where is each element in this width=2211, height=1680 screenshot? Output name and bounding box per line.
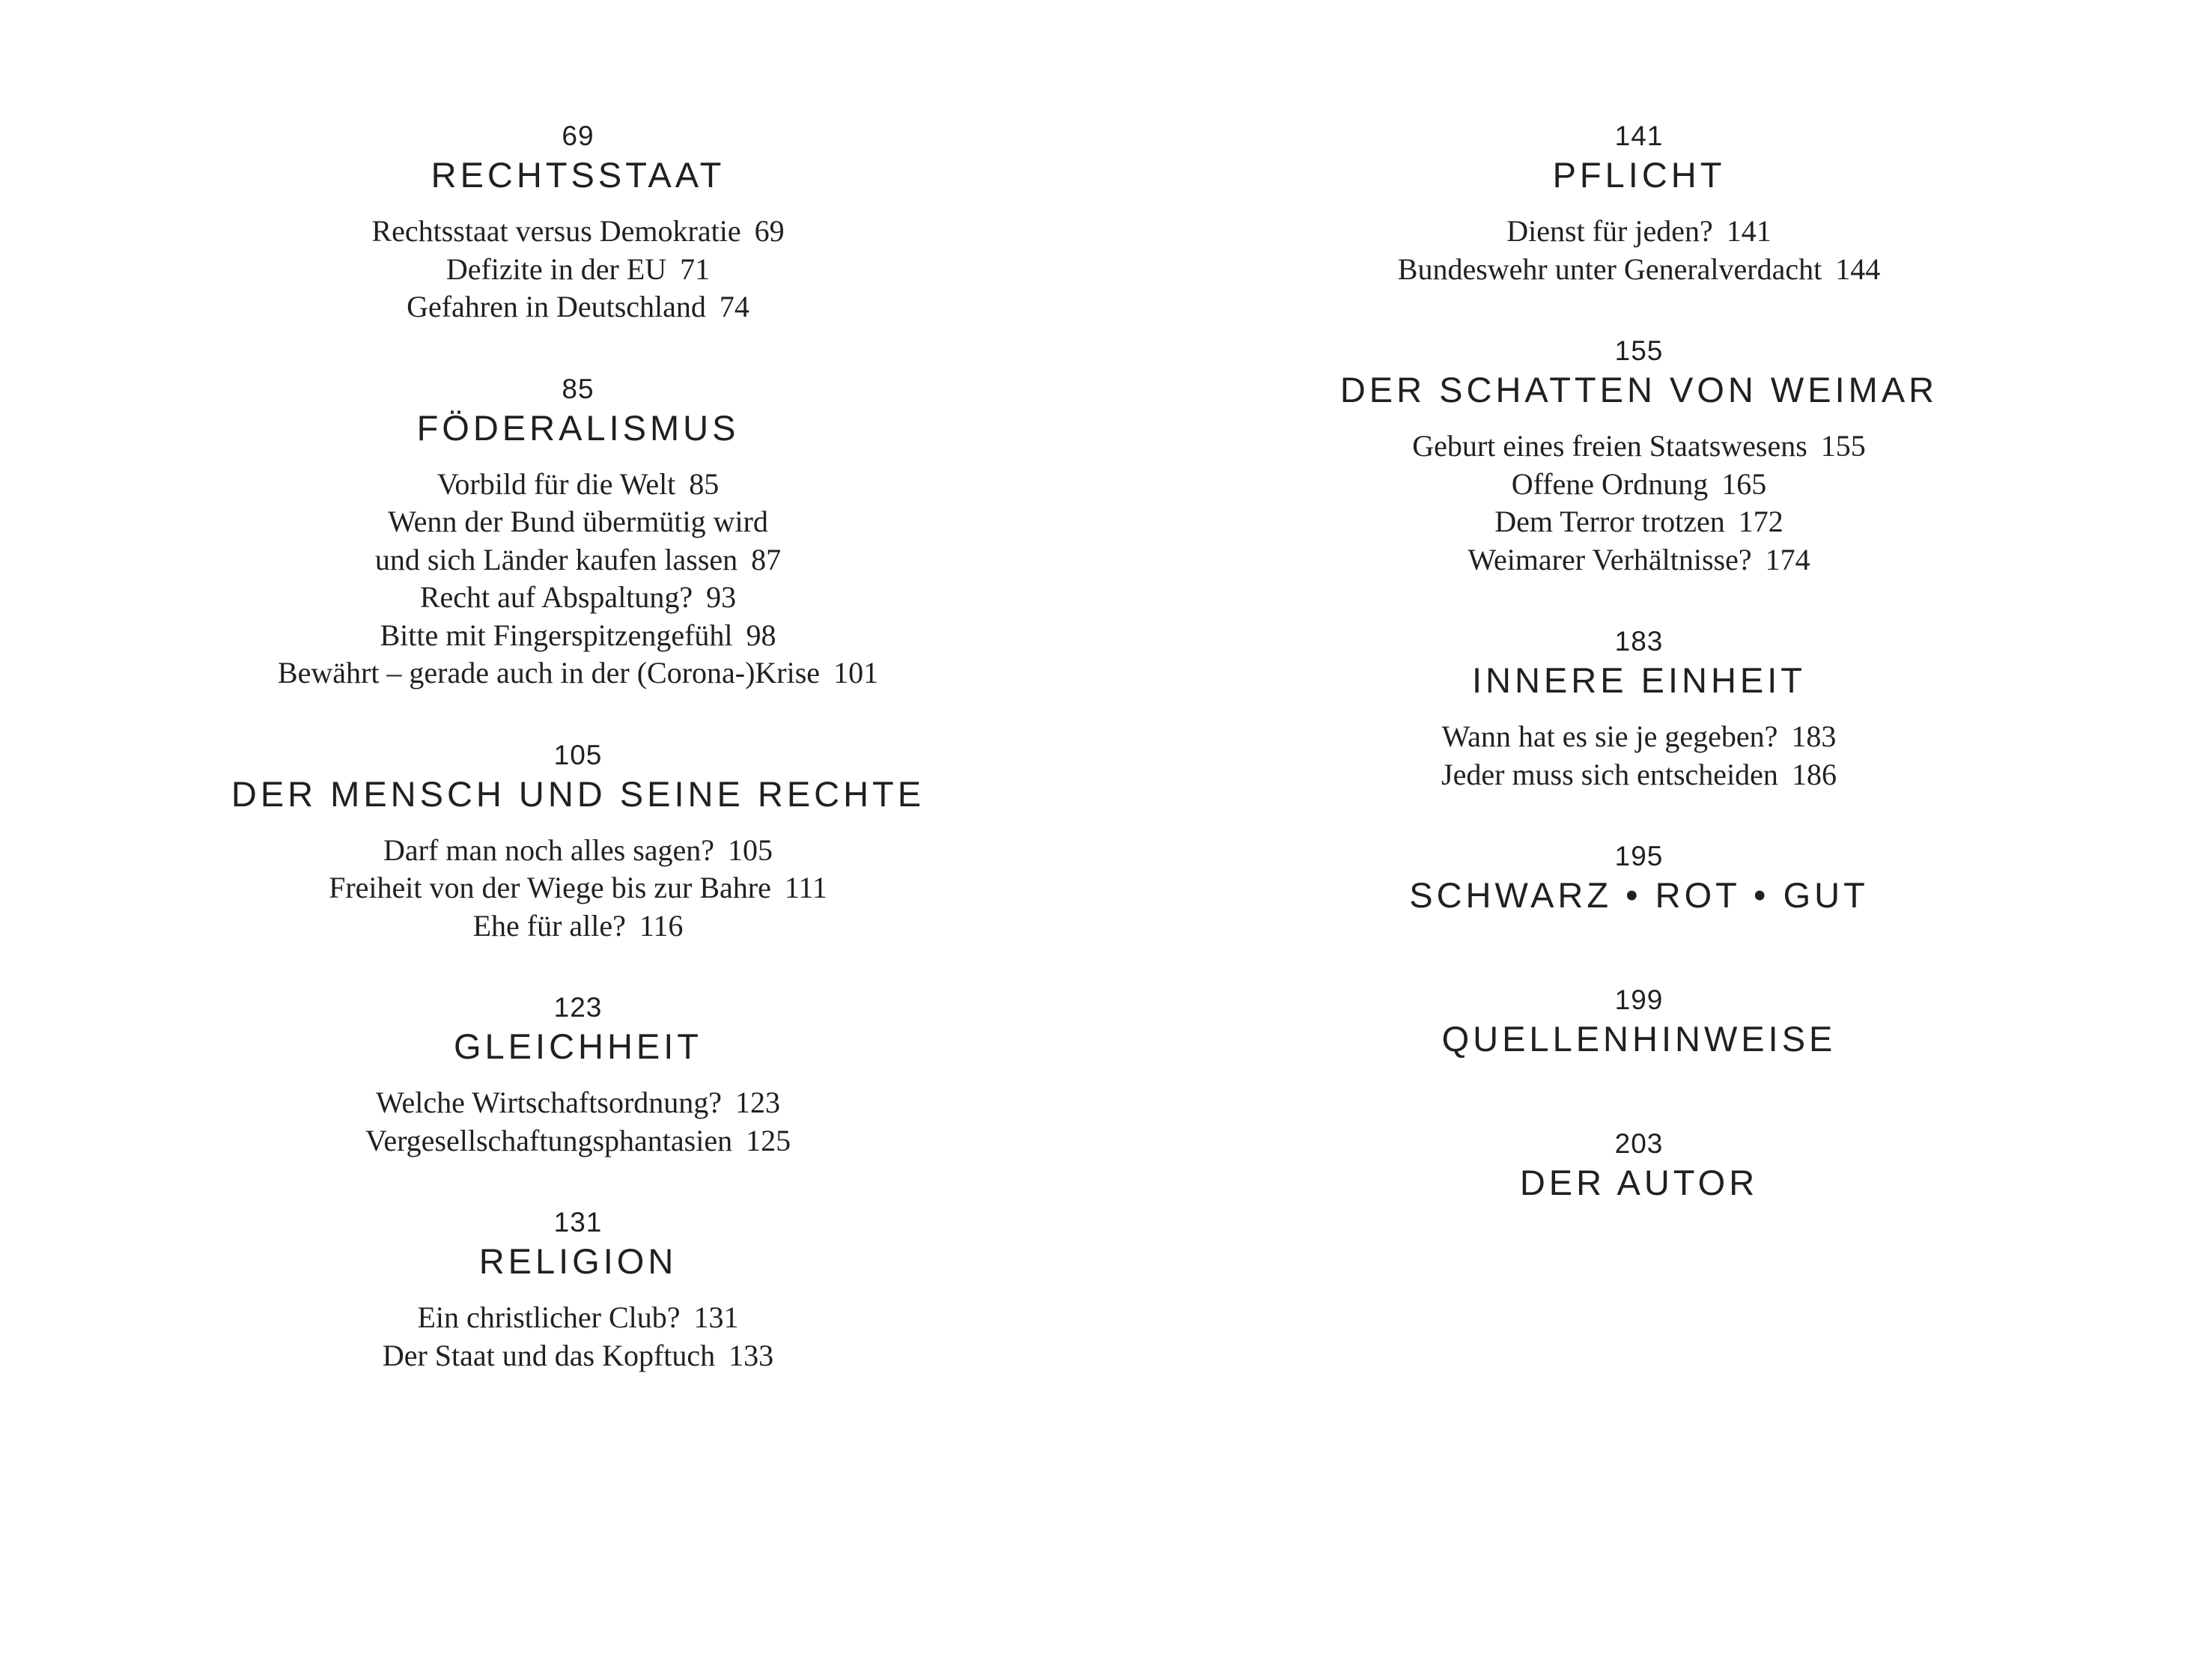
chapter-page-number: 131 [553,1207,603,1238]
right-page [1105,0,2210,1680]
entry-title: Darf man noch alles sagen? [383,833,715,867]
chapter-title: RELIGION [478,1241,678,1281]
toc-column-right [1265,120,2013,1271]
entry-page-number: 144 [1835,252,1881,286]
chapter-title: SCHWARZ • ROT • GUT [1409,875,1869,915]
chapter-page-number: 141 [1614,121,1664,151]
entry-page-number: 165 [1721,466,1767,501]
toc-entry [1265,213,2013,251]
chapter-entries-list [204,1084,952,1160]
chapter-title: GLEICHHEIT [453,1026,703,1066]
chapter-title: RECHTSSTAAT [431,155,726,195]
entry-page-number: 123 [735,1086,781,1119]
toc-chapter [1265,335,2013,579]
toc-chapter [1265,1127,2013,1205]
entry-page-number: 183 [1791,719,1837,753]
entry-title: Welche Wirtschaftsordnung? [375,1086,723,1119]
toc-entry [204,503,952,541]
entry-title: Bewährt – gerade auch in der (Corona-)Krise [277,656,821,690]
entry-title: Dienst für jeden? [1506,214,1713,248]
entry-title: Ein christlicher Club? [417,1300,681,1334]
toc-entry [204,1084,952,1122]
toc-entry [204,1299,952,1337]
entry-title: Freiheit von der Wiege bis zur Bahre [329,871,771,904]
chapter-page-number: 203 [1614,1128,1664,1159]
toc-entry [204,1122,952,1160]
entry-page-number: 71 [680,252,711,286]
chapter-entries-list [204,1299,952,1375]
chapter-title: DER SCHATTEN VON WEIMAR [1339,370,1938,410]
toc-chapter [1265,120,2013,288]
entry-title: Weimarer Verhältnisse? [1468,542,1752,576]
entry-page-number: 87 [751,542,782,576]
toc-entry [1265,503,2013,541]
chapter-title: DER MENSCH UND SEINE RECHTE [231,773,925,814]
chapter-page-number: 155 [1614,335,1664,366]
entry-page-number: 111 [784,871,827,904]
entry-title: Bitte mit Fingerspitzengefühl [380,618,733,652]
toc-entry [1265,541,2013,579]
entry-title: Vorbild für die Welt [437,466,676,501]
toc-chapter [204,373,952,693]
toc-entry [1265,251,2013,289]
toc-chapter [204,739,952,946]
toc-entry [204,251,952,289]
chapter-entries-list [1265,427,2013,579]
chapter-entries-list [204,213,952,326]
toc-entry [1265,427,2013,466]
toc-entry [204,579,952,617]
chapter-title: PFLICHT [1552,155,1726,195]
chapter-page-number: 85 [562,373,594,404]
entry-page-number: 131 [693,1300,739,1334]
entry-title: Gefahren in Deutschland [407,290,706,323]
entry-title: Geburt eines freien Staatswesens [1412,429,1807,463]
chapter-title: QUELLENHINWEISE [1441,1019,1837,1059]
entry-page-number: 105 [728,833,773,867]
entry-page-number: 141 [1726,214,1771,248]
chapter-entries-list [204,466,952,693]
toc-chapter [204,1206,952,1375]
chapter-page-number: 183 [1614,626,1664,657]
entry-page-number: 74 [719,290,749,323]
toc-entry [1265,718,2013,756]
entry-page-number: 125 [746,1123,791,1157]
toc-entry [204,869,952,907]
toc-entry [204,288,952,326]
toc-chapter [204,120,952,326]
chapter-page-number: 123 [553,992,603,1023]
chapter-entries-list [1265,718,2013,794]
entry-page-number: 116 [639,908,684,943]
entry-title: Offene Ordnung [1511,466,1709,501]
entry-page-number: 174 [1765,542,1810,576]
chapter-page-number: 199 [1614,984,1664,1015]
entry-title: Vergesellschaftungsphantasien [365,1123,733,1157]
toc-chapter [1265,984,2013,1062]
toc-column-left [204,120,952,1421]
entry-title: Bundeswehr unter Generalverdacht [1397,252,1822,286]
entry-page-number: 186 [1791,757,1837,791]
chapter-title: DER AUTOR [1519,1163,1759,1202]
entry-page-number: 98 [746,618,776,652]
entry-page-number: 133 [729,1338,774,1372]
toc-entry [204,213,952,251]
toc-entry [204,654,952,693]
entry-title: und sich Länder kaufen lassen [374,542,738,576]
entry-title: Recht auf Abspaltung? [419,580,693,614]
toc-chapter [1265,625,2013,794]
chapter-page-number: 195 [1614,841,1664,871]
entry-title: Rechtsstaat versus Demokratie [371,214,741,248]
entry-page-number: 101 [833,656,879,690]
toc-entry [204,466,952,504]
chapter-entries-list [204,832,952,946]
toc-entry [1265,756,2013,794]
entry-title: Wann hat es sie je gegeben? [1441,719,1778,753]
entry-page-number: 172 [1738,505,1783,538]
entry-page-number: 155 [1820,429,1866,463]
toc-entry [204,907,952,946]
toc-entry [204,617,952,655]
entry-title: Jeder muss sich entscheiden [1441,757,1778,791]
entry-title: Defizite in der EU [445,252,667,286]
chapter-title: INNERE EINHEIT [1471,660,1807,700]
toc-entry [1265,466,2013,504]
chapter-entries-list [1265,213,2013,288]
entry-page-number: 69 [754,214,785,248]
entry-page-number: 93 [706,580,737,614]
toc-chapter [204,991,952,1160]
entry-title: Dem Terror trotzen [1494,505,1725,538]
toc-entry [204,832,952,870]
entry-page-number: 85 [689,466,720,501]
chapter-page-number: 105 [553,739,603,770]
toc-chapter [1265,840,2013,918]
chapter-title: FÖDERALISMUS [416,407,740,448]
toc-entry [204,541,952,579]
left-page [0,0,1105,1680]
entry-title: Ehe für alle? [472,908,626,943]
chapter-page-number: 69 [562,121,594,151]
entry-title: Der Staat und das Kopftuch [382,1338,716,1372]
toc-entry [204,1337,952,1375]
entry-title: Wenn der Bund übermütig wird [388,505,768,538]
